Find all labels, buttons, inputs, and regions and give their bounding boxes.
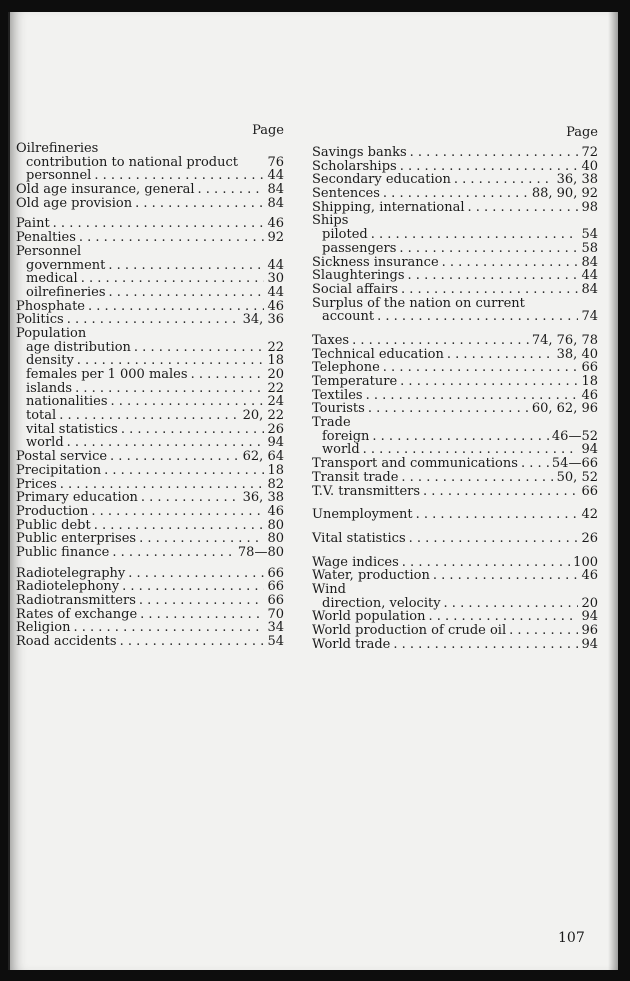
index-entry-pages: 80	[267, 517, 284, 533]
index-entry	[16, 635, 284, 649]
index-entry	[312, 201, 598, 215]
dot-leader	[73, 621, 264, 635]
index-entry-label: Precipitation	[16, 462, 102, 478]
index-entry-pages: 50, 52	[556, 469, 598, 485]
index-entry	[312, 610, 598, 624]
index-entry-pages: 62, 64	[242, 449, 284, 465]
index-entry-pages: 44	[267, 257, 284, 273]
dot-leader	[393, 638, 578, 652]
index-entry-pages: 88, 90, 92	[531, 186, 598, 202]
index-entry	[16, 464, 284, 478]
dot-leader	[75, 382, 264, 396]
index-entry-pages: 44	[581, 268, 598, 284]
index-entry	[312, 269, 598, 283]
index-entry	[16, 245, 284, 259]
index-entry	[312, 228, 598, 242]
index-entry-label: Temperature	[312, 374, 398, 389]
index-entry-pages: 44	[267, 168, 284, 184]
dot-leader	[198, 183, 265, 197]
index-entry-pages: 84	[267, 182, 284, 198]
index-entry-pages: 18	[267, 353, 284, 369]
index-entry-pages: 20	[581, 595, 598, 611]
index-entry	[312, 485, 598, 499]
index-entry-label: Taxes	[312, 332, 350, 348]
index-entry	[312, 348, 598, 362]
index-entry-label: Textiles	[312, 387, 363, 403]
dot-leader	[383, 187, 529, 201]
index-entries-left	[16, 142, 284, 649]
dot-leader	[402, 556, 570, 570]
index-entry-pages: 46	[267, 503, 284, 519]
dot-leader	[139, 532, 264, 546]
index-entry-label: personnel	[26, 168, 92, 184]
index-entry-label: Transit trade	[312, 469, 399, 485]
index-entry-pages: 46	[267, 298, 284, 314]
index-entry	[16, 354, 284, 368]
index-entry-label: Personnel	[16, 243, 82, 259]
index-entry	[312, 256, 598, 270]
index-entry-label: World trade	[312, 636, 391, 652]
index-entry-pages: 58	[581, 240, 598, 256]
dot-leader	[81, 272, 265, 286]
index-entry	[312, 283, 598, 297]
index-entry	[312, 297, 598, 311]
dot-leader	[67, 313, 240, 327]
index-entry-pages: 84	[267, 195, 284, 211]
dot-leader	[139, 594, 265, 608]
index-entry-pages: 34, 36	[242, 312, 284, 328]
index-entry-label: Penalties	[16, 230, 76, 246]
index-entry	[16, 519, 284, 533]
dot-leader	[352, 334, 529, 348]
index-entry	[312, 361, 598, 375]
index-entry	[312, 532, 598, 546]
index-entry-pages: 78—80	[237, 544, 284, 560]
index-entry-pages: 82	[267, 476, 284, 492]
index-entry-pages: 34	[267, 620, 284, 636]
index-entry-pages: 72	[581, 145, 598, 160]
index-entry-pages: 94	[267, 435, 284, 451]
index-entry	[16, 436, 284, 450]
index-entry	[312, 160, 598, 174]
index-entry	[16, 341, 284, 355]
dot-leader	[111, 395, 265, 409]
dot-leader	[454, 173, 554, 187]
index-entry-label: Surplus of the nation on current	[312, 295, 525, 311]
index-entry-pages: 70	[267, 606, 284, 622]
index-entry-pages: 18	[581, 374, 598, 389]
index-entry	[16, 183, 284, 197]
index-entry-label: Phosphate	[16, 298, 85, 314]
index-entry-pages: 98	[581, 199, 598, 215]
index-entry-label: Rates of exchange	[16, 606, 138, 622]
index-entry-label: world	[26, 435, 64, 451]
dot-leader	[401, 471, 553, 485]
index-entry-label: total	[26, 408, 57, 424]
dot-leader	[109, 286, 265, 300]
dot-leader	[60, 478, 265, 492]
dot-leader	[371, 228, 579, 242]
index-entry	[312, 430, 598, 444]
index-entry	[16, 286, 284, 300]
index-entry-label: Religion	[16, 620, 71, 636]
dot-leader	[383, 361, 579, 375]
index-entry-pages: 20	[267, 367, 284, 382]
index-entry-pages: 66	[267, 593, 284, 608]
index-entry	[16, 368, 284, 382]
index-entry-label: medical	[26, 271, 78, 287]
index-entry	[312, 508, 598, 522]
index-entry-label: Ships	[312, 213, 349, 229]
index-entry	[16, 300, 284, 314]
index-entry-label: age distribution	[26, 339, 131, 355]
index-entry	[312, 624, 598, 638]
dot-leader	[110, 450, 240, 464]
index-entry-label: Water, production	[312, 568, 430, 584]
index-entry-label: Public finance	[16, 544, 110, 560]
index-entry	[16, 478, 284, 492]
index-entry-label: Unemployment	[312, 507, 413, 523]
index-entry	[16, 327, 284, 341]
index-entry	[16, 156, 284, 170]
index-entry	[16, 231, 284, 245]
index-entry-label: Politics	[16, 312, 64, 328]
index-entry-label: Tourists	[312, 401, 365, 417]
index-entry	[312, 310, 598, 324]
index-entry-label: Wind	[312, 581, 346, 597]
index-entry-pages: 22	[267, 380, 284, 396]
dot-leader	[400, 160, 579, 174]
dot-leader	[128, 567, 264, 581]
dot-leader	[94, 519, 265, 533]
index-entry-pages: 94	[581, 442, 598, 458]
index-entry	[16, 594, 284, 608]
index-entry	[16, 580, 284, 594]
index-entry-label: government	[26, 257, 106, 273]
index-entry-label: Road accidents	[16, 634, 117, 650]
dot-leader	[368, 402, 529, 416]
index-entry-label: Production	[16, 503, 89, 519]
dot-leader	[408, 269, 579, 283]
index-entry-label: contribution to national product	[26, 154, 238, 170]
index-entry	[16, 197, 284, 211]
index-entry-label: foreign	[322, 428, 370, 444]
dot-leader	[79, 231, 265, 245]
index-entry	[16, 395, 284, 409]
index-entry-label: Radiotelephony	[16, 579, 120, 595]
page-column-header: Page	[252, 123, 284, 138]
index-entry-label: Slaughterings	[312, 268, 405, 284]
index-entry-pages: 22	[267, 339, 284, 355]
index-entry-label: Old age insurance, general	[16, 182, 195, 198]
index-entry-label: Secondary education	[312, 172, 451, 188]
index-entry	[16, 505, 284, 519]
index-entry	[16, 491, 284, 505]
index-entry-pages: 54	[267, 634, 284, 650]
index-entry-label: T.V. transmitters	[312, 483, 421, 499]
index-entry-pages: 54—66	[551, 456, 598, 472]
index-entry-pages: 76	[267, 154, 284, 170]
index-entry-pages: 46—52	[551, 428, 598, 444]
index-entry	[312, 173, 598, 187]
index-entry-label: Sickness insurance	[312, 254, 439, 270]
index-entry-label: Paint	[16, 216, 50, 232]
index-entry-label: Population	[16, 325, 87, 341]
index-entry-label: passengers	[322, 240, 397, 256]
index-entry-label: Wage indices	[312, 554, 399, 570]
index-entry-label: Postal service	[16, 449, 108, 465]
index-entry	[312, 334, 598, 348]
index-entry-label: vital statistics	[26, 421, 118, 437]
index-entry-pages: 38, 40	[556, 346, 598, 362]
index-entry	[312, 187, 598, 201]
dot-leader	[363, 443, 579, 457]
dot-leader	[59, 409, 239, 423]
dot-leader	[433, 569, 579, 583]
index-entry-pages: 54	[581, 227, 598, 243]
dot-leader	[401, 283, 578, 297]
index-entry-label: Sentences	[312, 186, 380, 202]
index-entry	[16, 313, 284, 327]
index-entry-pages: 92	[267, 230, 284, 246]
dot-leader	[112, 546, 235, 560]
dot-leader	[442, 256, 579, 270]
index-entry-pages: 46	[581, 387, 598, 403]
index-entry-pages: 30	[267, 271, 284, 287]
index-entry-label: Public enterprises	[16, 531, 137, 547]
dot-leader	[428, 610, 578, 624]
dot-leader	[423, 485, 578, 499]
index-entry-label: World production of crude oil	[312, 623, 507, 638]
index-entry-label: Technical education	[312, 346, 444, 362]
index-entry	[16, 217, 284, 231]
dot-leader	[108, 259, 264, 273]
dot-leader	[134, 341, 265, 355]
index-entry	[312, 389, 598, 403]
index-entry-pages: 94	[581, 609, 598, 625]
index-entry	[16, 272, 284, 286]
index-entry-pages: 100	[573, 554, 598, 570]
index-entry-pages: 42	[581, 507, 598, 523]
dot-leader	[140, 608, 264, 622]
dot-leader	[77, 354, 265, 368]
index-entry-label: piloted	[322, 227, 368, 243]
index-entry-label: Old age provision	[16, 195, 133, 211]
index-entry-label: Vital statistics	[312, 530, 406, 546]
index-entry-pages: 80	[267, 531, 284, 547]
index-entry-label: Prices	[16, 476, 57, 492]
dot-leader	[67, 436, 265, 450]
dot-leader	[444, 597, 579, 611]
dot-leader	[372, 430, 549, 444]
dot-leader	[416, 508, 579, 522]
index-entry	[312, 457, 598, 471]
dot-leader	[104, 464, 264, 478]
index-entry-label: Trade	[312, 415, 351, 431]
index-entry	[16, 259, 284, 273]
index-entry-label: islands	[26, 380, 73, 396]
index-entry	[312, 583, 598, 597]
dot-leader	[122, 580, 264, 594]
dot-leader	[366, 389, 579, 403]
index-entry-pages: 84	[581, 254, 598, 270]
dot-leader	[377, 310, 578, 324]
dot-leader	[135, 197, 264, 211]
index-entry-pages: 26	[267, 421, 284, 437]
index-entry-label: World population	[312, 609, 426, 625]
index-entry-pages: 46	[581, 568, 598, 584]
index-entry	[312, 569, 598, 583]
index-entry-pages: 46	[267, 216, 284, 232]
index-entry-pages: 74, 76, 78	[531, 332, 598, 348]
index-entries-right	[312, 146, 598, 651]
dot-leader	[467, 201, 578, 215]
index-entry-pages: 36, 38	[556, 172, 598, 188]
index-entry-label: Radiotelegraphy	[16, 565, 126, 581]
dot-leader	[410, 146, 579, 160]
dot-leader	[88, 300, 264, 314]
index-entry-label: Shipping, international	[312, 199, 465, 215]
index-entry-label: direction, velocity	[322, 595, 441, 611]
index-entry-pages: 66	[581, 483, 598, 499]
index-entry	[16, 567, 284, 581]
index-entry-label: Transport and communications	[312, 456, 518, 472]
index-entry-label: Telephone	[312, 360, 380, 376]
index-entry-pages: 18	[267, 462, 284, 478]
index-entry-label: Oilrefineries	[16, 141, 99, 156]
dot-leader	[141, 491, 240, 505]
index-entry	[16, 532, 284, 546]
index-entry	[312, 146, 598, 160]
index-entry-label: world	[322, 442, 360, 458]
index-entry-pages: 36, 38	[242, 490, 284, 506]
index-entry	[312, 471, 598, 485]
index-entry	[16, 621, 284, 635]
index-entry-label: Social affairs	[312, 281, 398, 297]
dot-leader	[121, 423, 265, 437]
dot-leader	[400, 375, 578, 389]
index-entry-label: density	[26, 353, 74, 369]
dot-leader	[509, 624, 578, 638]
dot-leader	[120, 635, 265, 649]
dot-leader	[521, 457, 549, 471]
index-entry-label: Savings banks	[312, 145, 407, 160]
dot-leader	[409, 532, 579, 546]
index-entry-pages: 40	[581, 158, 598, 174]
index-entry-pages: 66	[267, 565, 284, 581]
index-entry	[16, 450, 284, 464]
index-page	[8, 12, 618, 970]
index-column-right	[312, 126, 598, 651]
index-entry-pages: 66	[267, 579, 284, 595]
index-entry-label: Primary education	[16, 490, 138, 506]
index-entry-label: females per 1 000 males	[26, 367, 188, 382]
index-entry-pages: 74	[581, 309, 598, 325]
index-entry-pages: 96	[581, 623, 598, 638]
index-entry	[16, 423, 284, 437]
index-entry	[16, 382, 284, 396]
index-entry-label: Radiotransmitters	[16, 593, 136, 608]
index-entry-label: Scholarships	[312, 158, 397, 174]
index-entry-label: Public debt	[16, 517, 91, 533]
index-entry	[312, 556, 598, 570]
dot-leader	[94, 169, 264, 183]
index-entry	[312, 638, 598, 652]
index-entry-pages: 26	[581, 530, 598, 546]
index-entry-label: account	[322, 309, 375, 325]
index-entry	[16, 169, 284, 183]
index-entry	[312, 597, 598, 611]
page-number: 107	[558, 930, 585, 946]
dot-leader	[447, 348, 554, 362]
index-entry-pages: 20, 22	[242, 408, 284, 424]
dot-leader	[399, 242, 578, 256]
index-entry	[312, 443, 598, 457]
index-entry-pages: 66	[581, 360, 598, 376]
index-entry	[16, 409, 284, 423]
index-entry-label: oilrefineries	[26, 284, 106, 300]
dot-leader	[91, 505, 264, 519]
index-entry	[16, 142, 284, 156]
index-entry-pages: 84	[581, 281, 598, 297]
index-entry	[312, 242, 598, 256]
index-entry	[16, 608, 284, 622]
index-entry	[312, 416, 598, 430]
index-entry	[312, 402, 598, 416]
index-entry-pages: 94	[581, 636, 598, 652]
page-column-header: Page	[566, 125, 598, 140]
index-entry-pages: 24	[267, 394, 284, 410]
index-entry	[16, 546, 284, 560]
index-entry-pages: 60, 62, 96	[531, 401, 598, 417]
index-column-left	[16, 124, 284, 649]
index-entry	[312, 214, 598, 228]
index-entry	[312, 375, 598, 389]
dot-leader	[53, 217, 265, 231]
dot-leader	[191, 368, 265, 382]
index-entry-pages: 44	[267, 284, 284, 300]
index-entry-label: nationalities	[26, 394, 108, 410]
